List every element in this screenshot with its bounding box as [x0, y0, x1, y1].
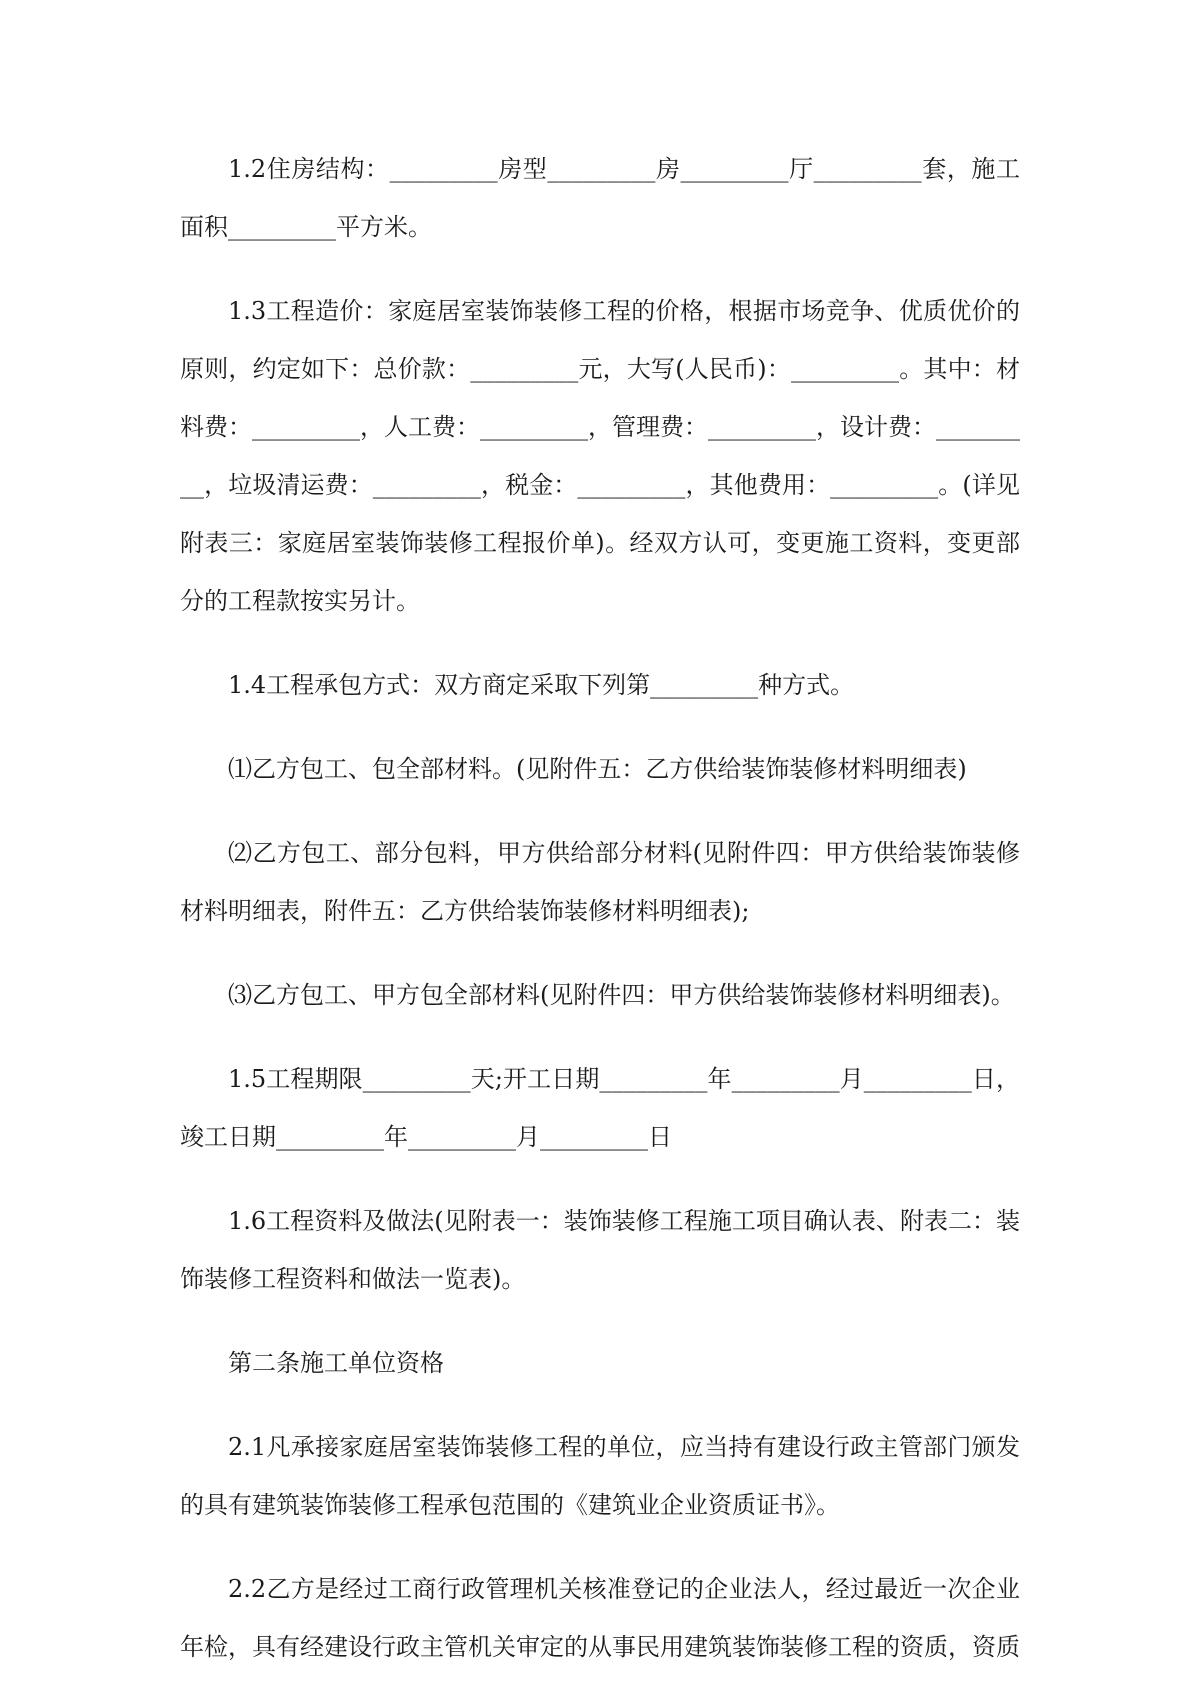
document-page — [180, 140, 1020, 1702]
option-2-partial-materials: ⑵乙方包工、部分包料，甲方供给部分材料(见附件四：甲方供给装饰装修材料明细表，附件五：乙方供给装饰装修材料明细表); — [180, 839, 1020, 925]
clause-1-5-project-period: 1.5工程期限_________天;开工日期_________年_________月_________日，竣工日期_________年_________月_________日 — [180, 1065, 1020, 1151]
article-2-heading: 第二条施工单位资格 — [228, 1349, 444, 1377]
option-1-full-materials: ⑴乙方包工、包全部材料。(见附件五：乙方供给装饰装修材料明细表) — [228, 755, 967, 783]
clause-1-3-project-cost: 1.3工程造价：家庭居室装饰装修工程的价格，根据市场竞争、优质优价的原则，约定如下：总价款：_________元，大写(人民币)：_________。其中：材料费：_________，人工费：_________，管理费：_________，设计费：_________，垃圾清运费：_________，税金：_________，其他费用：_________。(详见附表三：家庭居室装饰装修工程报价单)。经双方认可，变更施工资料，变更部分的工程款按实另计。 — [180, 297, 1020, 615]
clause-2-2-enterprise: 2.2乙方是经过工商行政管理机关核准登记的企业法人，经过最近一次企业年检，具有经建设行政主管机关审定的从事民用建筑装饰装修工程的资质，资质 — [180, 1575, 1020, 1661]
clause-1-6-materials-methods: 1.6工程资料及做法(见附表一：装饰装修工程施工项目确认表、附表二：装饰装修工程资料和做法一览表)。 — [180, 1207, 1020, 1293]
clause-1-4-contract-method: 1.4工程承包方式：双方商定采取下列第_________种方式。 — [228, 671, 855, 699]
clause-2-1-qualification: 2.1凡承接家庭居室装饰装修工程的单位，应当持有建设行政主管部门颁发的具有建筑装饰装修工程承包范围的《建筑业企业资质证书》。 — [180, 1433, 1020, 1519]
clause-1-2-housing-structure: 1.2住房结构：_________房型_________房_________厅_________套，施工面积_________平方米。 — [180, 155, 1020, 241]
option-3-owner-materials: ⑶乙方包工、甲方包全部材料(见附件四：甲方供给装饰装修材料明细表)。 — [228, 981, 1015, 1009]
